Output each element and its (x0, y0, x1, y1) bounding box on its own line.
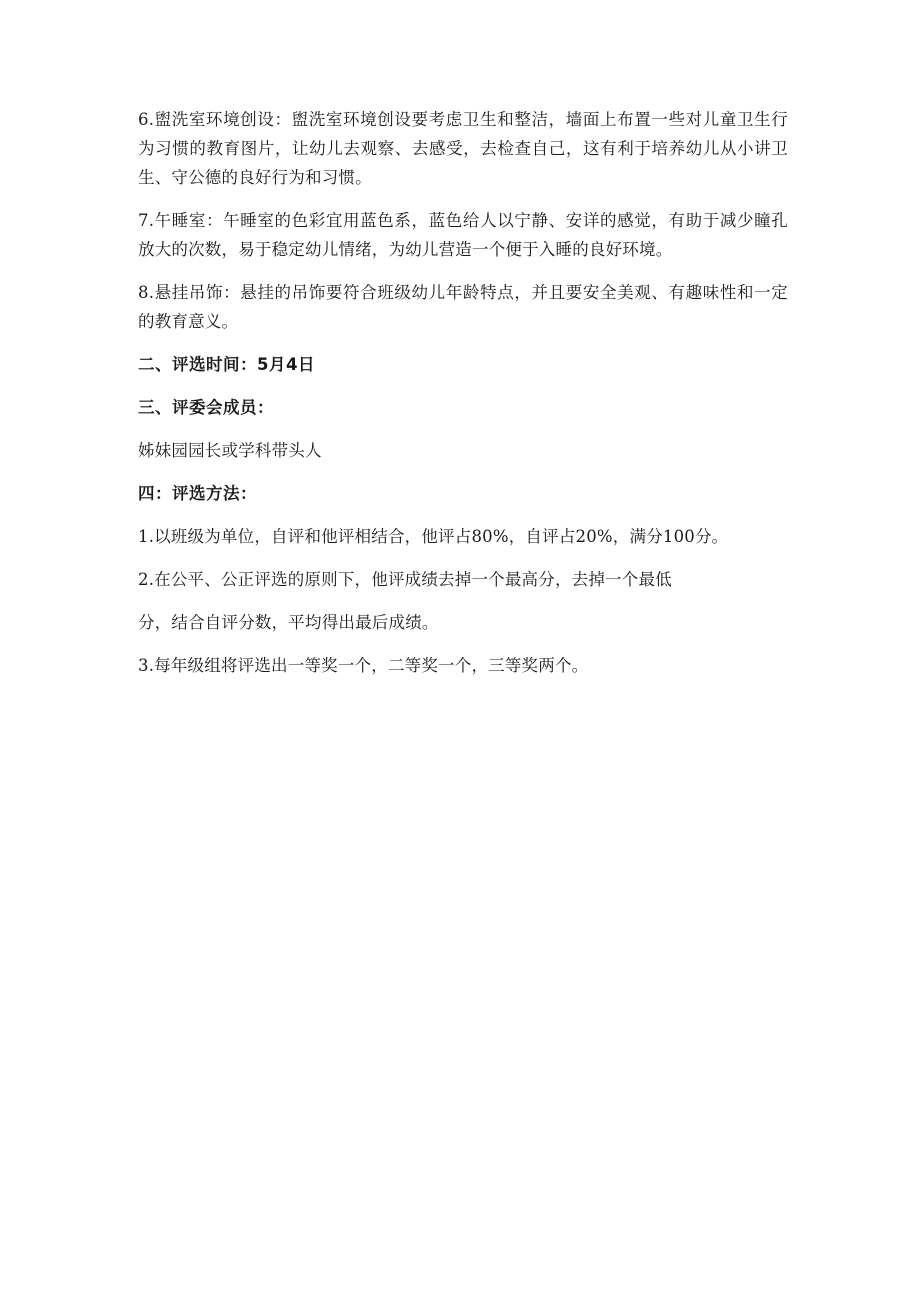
heading-jury-members: 三、评委会成员： (138, 398, 274, 417)
method-item-3: 3.每年级组将评选出一等奖一个，二等奖一个，三等奖两个。 (138, 656, 589, 675)
paragraph-hanging-ornaments: 8.悬挂吊饰：悬挂的吊饰要符合班级幼儿年龄特点，并且要安全美观、有趣味性和一定的教育意义。 (138, 283, 788, 331)
paragraph-washroom: 6.盥洗室环境创设：盥洗室环境创设要考虑卫生和整洁，墙面上布置一些对儿童卫生行为习惯的教育图片，让幼儿去观察、去感受，去检查自己，这有利于培养幼儿从小讲卫生、守公德的良好行为和习惯。 (138, 110, 788, 187)
paragraph-jury-members: 姊妹园园长或学科带头人 (138, 441, 322, 460)
heading-selection-method: 四：评选方法： (138, 484, 257, 503)
method-item-2-line-2: 分，结合自评分数，平均得出最后成绩。 (138, 613, 439, 632)
method-item-2-line-1: 2.在公平、公正评选的原则下，他评成绩去掉一个最高分，去掉一个最低 (138, 570, 672, 589)
heading-selection-time: 二、评选时间：5月4日 (138, 355, 315, 374)
paragraph-nap-room: 7.午睡室：午睡室的色彩宜用蓝色系，蓝色给人以宁静、安详的感觉，有助于减少瞳孔放大的次数，易于稳定幼儿情绪，为幼儿营造一个便于入睡的良好环境。 (138, 211, 788, 259)
method-item-1: 1.以班级为单位，自评和他评相结合，他评占80%，自评占20%，满分100分。 (138, 527, 729, 546)
document-page (138, 105, 788, 694)
